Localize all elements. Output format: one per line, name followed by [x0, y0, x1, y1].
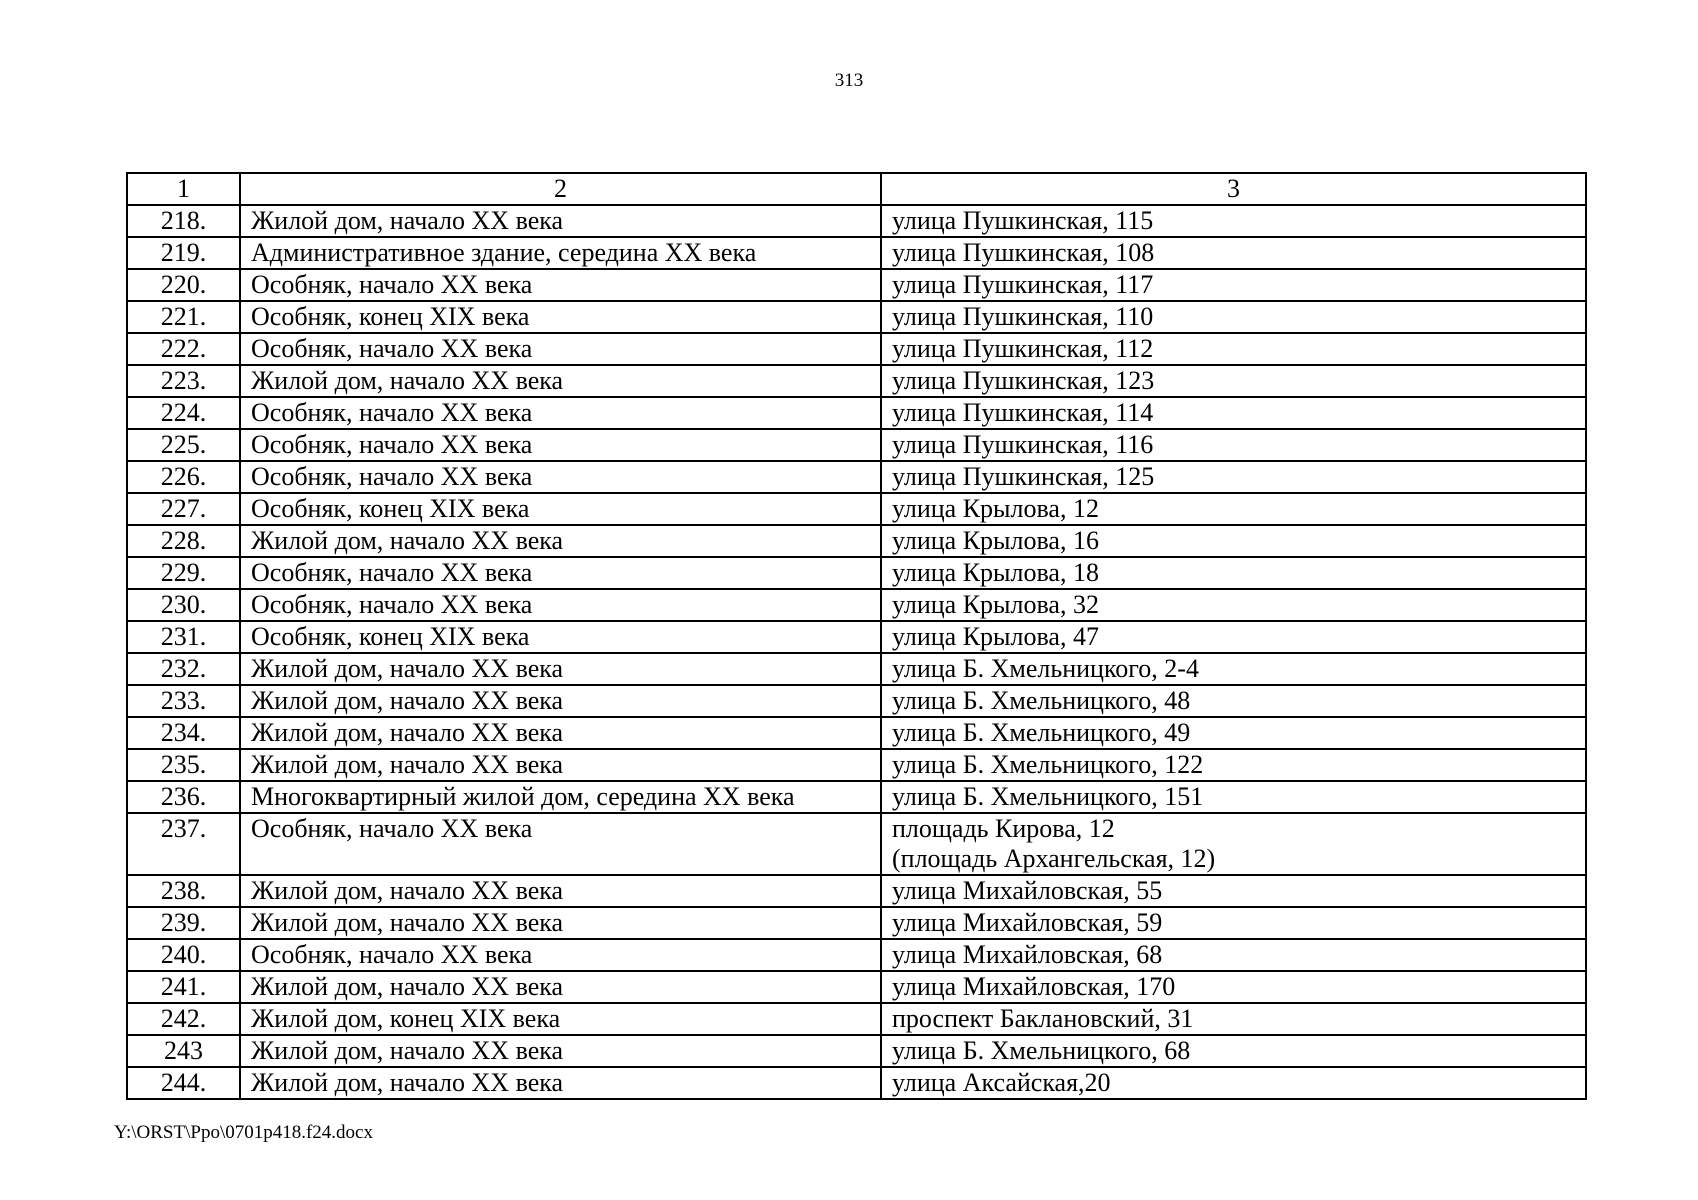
address-line: улица Аксайская,20: [892, 1068, 1111, 1097]
table-row: [127, 907, 1586, 939]
object-description: Особняк, начало XX века: [240, 333, 881, 365]
column-header-address: 3: [881, 173, 1586, 205]
object-address: [881, 525, 1586, 557]
object-address: [881, 589, 1586, 621]
object-address: [881, 333, 1586, 365]
table-row: [127, 653, 1586, 685]
address-line: улица Пушкинская, 112: [892, 334, 1154, 363]
object-description: Жилой дом, начало XX века: [240, 205, 881, 237]
table-row: [127, 621, 1586, 653]
object-address: [881, 493, 1586, 525]
row-number: 244.: [127, 1067, 240, 1099]
table-row: [127, 685, 1586, 717]
row-number: 228.: [127, 525, 240, 557]
table-body: [127, 173, 1586, 1099]
table-row: [127, 205, 1586, 237]
object-description: Особняк, начало XX века: [240, 939, 881, 971]
object-address: [881, 205, 1586, 237]
object-address: [881, 237, 1586, 269]
object-address: [881, 907, 1586, 939]
row-number: 221.: [127, 301, 240, 333]
object-description: Жилой дом, начало XX века: [240, 1035, 881, 1067]
object-description: Жилой дом, начало XX века: [240, 749, 881, 781]
row-number: 240.: [127, 939, 240, 971]
table-row: [127, 875, 1586, 907]
column-header-number: 1: [127, 173, 240, 205]
address-line: улица Пушкинская, 123: [892, 366, 1155, 395]
row-number: 229.: [127, 557, 240, 589]
object-description: Жилой дом, начало XX века: [240, 907, 881, 939]
object-address: [881, 1067, 1586, 1099]
object-description: Жилой дом, конец XIX века: [240, 1003, 881, 1035]
object-description: Жилой дом, начало XX века: [240, 525, 881, 557]
table-row: [127, 939, 1586, 971]
table-row: [127, 301, 1586, 333]
row-number: 223.: [127, 365, 240, 397]
table-row: [127, 781, 1586, 813]
address-line: площадь Кирова, 12: [892, 814, 1115, 843]
address-line: улица Пушкинская, 115: [892, 206, 1154, 235]
object-description: Жилой дом, начало XX века: [240, 1067, 881, 1099]
table-row: [127, 461, 1586, 493]
row-number: 236.: [127, 781, 240, 813]
object-address: [881, 621, 1586, 653]
address-line: улица Б. Хмельницкого, 151: [892, 782, 1204, 811]
table-row: [127, 1003, 1586, 1035]
object-address: [881, 429, 1586, 461]
address-line: улица Б. Хмельницкого, 49: [892, 718, 1191, 747]
object-description: Особняк, начало XX века: [240, 461, 881, 493]
table-row: [127, 269, 1586, 301]
object-description: Жилой дом, начало XX века: [240, 875, 881, 907]
address-line: улица Пушкинская, 125: [892, 462, 1155, 491]
object-description: Особняк, начало XX века: [240, 397, 881, 429]
address-line: улица Б. Хмельницкого, 2-4: [892, 654, 1199, 683]
table-row: [127, 749, 1586, 781]
row-number: 241.: [127, 971, 240, 1003]
address-line: улица Крылова, 47: [892, 622, 1099, 651]
row-number: 224.: [127, 397, 240, 429]
table-row: [127, 493, 1586, 525]
row-number: 225.: [127, 429, 240, 461]
table-row: [127, 813, 1586, 875]
row-number: 234.: [127, 717, 240, 749]
object-description: Особняк, начало XX века: [240, 557, 881, 589]
table-row: [127, 971, 1586, 1003]
object-description: Особняк, конец XIX века: [240, 493, 881, 525]
object-address: [881, 301, 1586, 333]
object-description: Особняк, конец XIX века: [240, 621, 881, 653]
address-line: улица Пушкинская, 117: [892, 270, 1154, 299]
address-line: улица Крылова, 12: [892, 494, 1099, 523]
table-row: [127, 397, 1586, 429]
row-number: 230.: [127, 589, 240, 621]
object-address: [881, 875, 1586, 907]
row-number: 239.: [127, 907, 240, 939]
table-row: [127, 589, 1586, 621]
row-number: 220.: [127, 269, 240, 301]
object-address: [881, 557, 1586, 589]
file-path: Y:\ORST\Ppo\0701p418.f24.docx: [114, 1122, 373, 1143]
object-description: Жилой дом, начало XX века: [240, 717, 881, 749]
table-row: [127, 237, 1586, 269]
address-line: улица Михайловская, 68: [892, 940, 1163, 969]
object-address: [881, 1003, 1586, 1035]
address-line: улица Крылова, 16: [892, 526, 1099, 555]
row-number: 222.: [127, 333, 240, 365]
object-address: [881, 365, 1586, 397]
object-description: Жилой дом, начало XX века: [240, 653, 881, 685]
address-line: улица Крылова, 18: [892, 558, 1099, 587]
address-line: проспект Баклановский, 31: [892, 1004, 1194, 1033]
object-address: [881, 269, 1586, 301]
table-row: [127, 525, 1586, 557]
object-address: [881, 653, 1586, 685]
address-line: улица Пушкинская, 108: [892, 238, 1155, 267]
object-description: Жилой дом, начало XX века: [240, 971, 881, 1003]
object-address: [881, 1035, 1586, 1067]
object-address: [881, 397, 1586, 429]
table-row: [127, 717, 1586, 749]
object-address: [881, 685, 1586, 717]
object-address: [881, 461, 1586, 493]
address-line: улица Михайловская, 170: [892, 972, 1176, 1001]
address-line: улица Михайловская, 55: [892, 876, 1163, 905]
table-row: [127, 365, 1586, 397]
table-row: [127, 1067, 1586, 1099]
monuments-table: [126, 172, 1587, 1100]
row-number: 231.: [127, 621, 240, 653]
table-row: [127, 557, 1586, 589]
object-description: Особняк, начало XX века: [240, 589, 881, 621]
address-line: улица Б. Хмельницкого, 48: [892, 686, 1191, 715]
row-number: 235.: [127, 749, 240, 781]
row-number: 226.: [127, 461, 240, 493]
row-number: 238.: [127, 875, 240, 907]
table-row: [127, 1035, 1586, 1067]
table-header-row: [127, 173, 1586, 205]
address-line: улица Б. Хмельницкого, 122: [892, 750, 1204, 779]
row-number: 227.: [127, 493, 240, 525]
address-line: улица Михайловская, 59: [892, 908, 1163, 937]
object-address: [881, 813, 1586, 875]
column-header-object: 2: [240, 173, 881, 205]
object-description: Особняк, начало XX века: [240, 269, 881, 301]
page-number: 313: [834, 70, 864, 91]
address-former-name: (площадь Архангельская, 12): [892, 844, 1216, 873]
row-number: 233.: [127, 685, 240, 717]
address-line: улица Крылова, 32: [892, 590, 1099, 619]
address-line: улица Пушкинская, 110: [892, 302, 1154, 331]
object-address: [881, 749, 1586, 781]
object-address: [881, 781, 1586, 813]
object-description: Жилой дом, начало XX века: [240, 685, 881, 717]
table-row: [127, 429, 1586, 461]
object-address: [881, 717, 1586, 749]
row-number: 242.: [127, 1003, 240, 1035]
object-description: Особняк, конец XIX века: [240, 301, 881, 333]
object-description: Особняк, начало XX века: [240, 429, 881, 461]
object-description: Многоквартирный жилой дом, середина XX века: [240, 781, 881, 813]
object-description: Особняк, начало XX века: [240, 813, 881, 875]
object-address: [881, 939, 1586, 971]
row-number: 219.: [127, 237, 240, 269]
address-line: улица Пушкинская, 114: [892, 398, 1154, 427]
object-address: [881, 971, 1586, 1003]
row-number: 243: [127, 1035, 240, 1067]
row-number: 218.: [127, 205, 240, 237]
object-description: Жилой дом, начало XX века: [240, 365, 881, 397]
object-description: Административное здание, середина XX века: [240, 237, 881, 269]
row-number: 232.: [127, 653, 240, 685]
address-line: улица Б. Хмельницкого, 68: [892, 1036, 1191, 1065]
row-number: 237.: [127, 813, 240, 875]
table-row: [127, 333, 1586, 365]
address-line: улица Пушкинская, 116: [892, 430, 1154, 459]
